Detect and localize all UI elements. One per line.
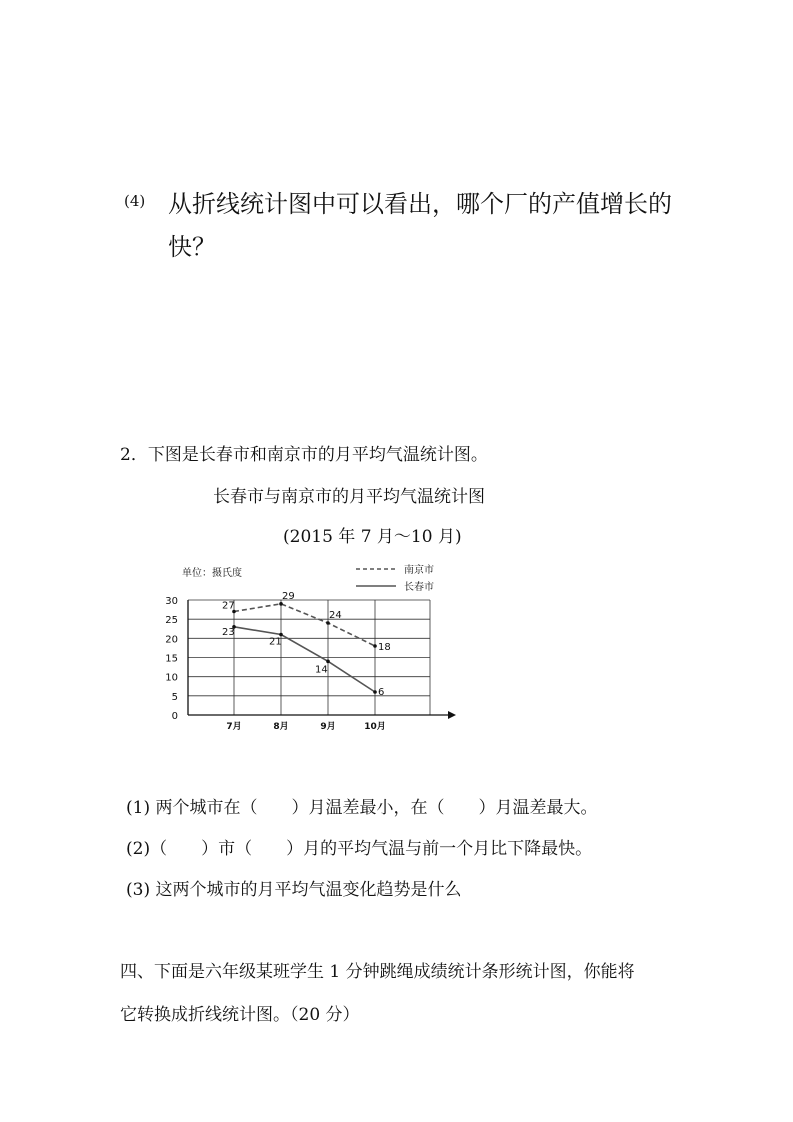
problem-2-intro: 2．下图是长春市和南京市的月平均气温统计图。 [120, 445, 488, 465]
y-tick-label: 30 [165, 596, 178, 607]
section-4-line-2: 它转换成折线统计图。（20 分） [120, 1005, 360, 1025]
chart-title: 长春市与南京市的月平均气温统计图 [213, 487, 485, 507]
x-tick-label: 9月 [320, 722, 336, 732]
x-tick-label: 7月 [226, 722, 242, 732]
data-point [279, 602, 283, 606]
y-tick-label: 20 [165, 634, 178, 646]
y-tick-label: 10 [165, 672, 178, 684]
data-label: 23 [222, 626, 235, 638]
series-line-nanjing [234, 604, 375, 646]
data-label: 18 [378, 642, 391, 653]
chart-labels [165, 566, 390, 732]
y-tick-label: 15 [165, 653, 178, 665]
data-label: 27 [222, 600, 235, 612]
temperature-line-chart [160, 556, 470, 736]
unit-label: 单位：摄氏度 [182, 568, 242, 579]
x-axis-arrow [448, 711, 456, 719]
y-tick-label: 25 [165, 615, 178, 627]
chart-subtitle: (2015 年 7 月～10 月) [283, 527, 462, 547]
data-label: 21 [269, 636, 282, 648]
data-label: 6 [378, 687, 385, 698]
chart-series [232, 602, 377, 694]
data-point [373, 644, 377, 648]
legend-label: 长春市 [404, 582, 434, 593]
data-point [326, 660, 330, 664]
data-point [326, 621, 330, 625]
chart-legend [356, 563, 434, 593]
data-label: 14 [315, 664, 328, 676]
data-label: 29 [282, 590, 295, 602]
question-4-line-1: 从折线统计图中可以看出，哪个厂的产值增长的 [168, 190, 672, 218]
question-4-line-2: 快？ [168, 233, 216, 261]
data-point [373, 690, 377, 694]
question-2: (2)（ ）市（ ）月的平均气温与前一个月比下降最快。 [126, 839, 593, 859]
section-4-line-1: 四、下面是六年级某班学生 1 分钟跳绳成绩统计条形统计图，你能将 [120, 962, 635, 982]
y-tick-label: 0 [171, 711, 178, 722]
y-tick-label: 5 [171, 691, 178, 703]
series-line-changchun [234, 627, 375, 692]
chart-grid [188, 600, 430, 715]
data-label: 24 [329, 610, 342, 621]
question-4-number: (4) [124, 192, 146, 210]
question-1: (1) 两个城市在（ ）月温差最小，在（ ）月温差最大。 [126, 798, 598, 818]
x-tick-label: 10月 [364, 722, 386, 732]
x-tick-label: 8月 [273, 722, 289, 732]
legend-label: 南京市 [404, 565, 434, 576]
question-3: (3) 这两个城市的月平均气温变化趋势是什么 [126, 880, 462, 900]
chart-axes [188, 600, 456, 719]
